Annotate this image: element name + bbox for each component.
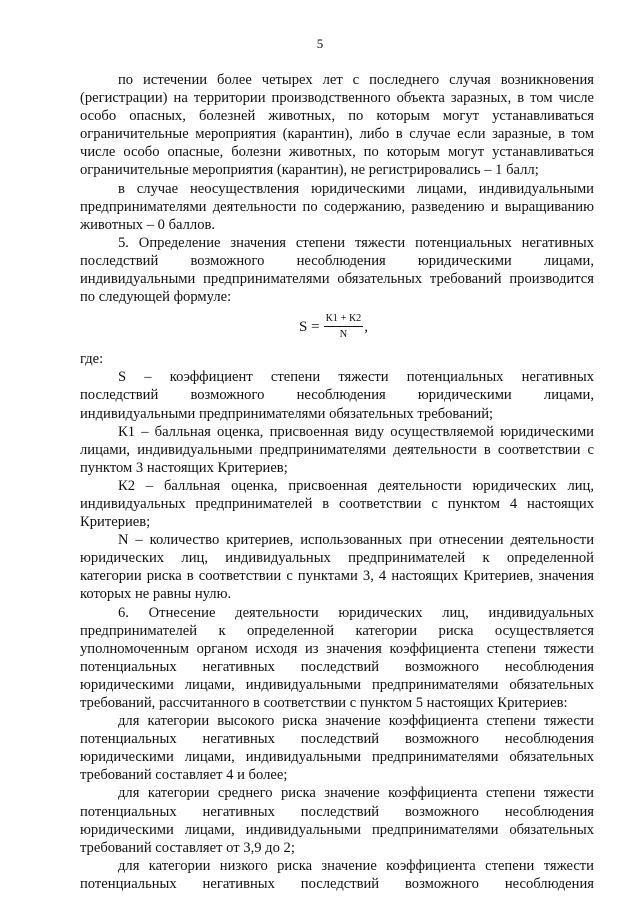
text-line: требований, рассчитанного в соответствии с пунктом 5 настоящих Критериев: — [80, 695, 568, 711]
severity-formula — [80, 310, 594, 346]
text-line: последствий возможного несоблюдения юридическими лицами, — [80, 252, 594, 269]
text-line: для категории высокого риска значение коэффициента степени тяжести — [118, 713, 594, 730]
text-line: по следующей формуле: — [80, 289, 232, 306]
where-label: где: — [80, 351, 104, 368]
text-line: К2 – балльная оценка, присвоенная деятельности юридических лиц, — [118, 477, 594, 494]
text-line: ограничительные мероприятия (карантин), либо в случае если заразные, в том — [80, 126, 594, 143]
text-line: юридическими лицами, индивидуальными предпринимателями обязательных — [80, 749, 594, 766]
paragraph-clause-5 — [80, 234, 594, 306]
formula-lhs: S = — [299, 318, 320, 335]
formula-fraction — [324, 312, 364, 341]
paragraph-clause-6 — [80, 604, 594, 713]
text-line: юридическими лицами, индивидуальными предпринимателями обязательных — [80, 821, 594, 838]
text-line: последствий возможного несоблюдения юридическими лицами, — [80, 387, 594, 404]
formula-numerator: К1 + К2 — [324, 312, 364, 327]
text-line: которых не равны нулю. — [80, 586, 232, 603]
text-line: юридическими лицами, индивидуальными предпринимателями обязательных — [80, 676, 594, 693]
text-line: индивидуальными предпринимателями обязательных требований производится — [80, 271, 594, 288]
text-line: юридических лиц, индивидуальных предпринимателей к определенной — [80, 550, 594, 567]
formula-trailing-comma: , — [364, 318, 368, 335]
text-line: требований составляет 4 и более; — [80, 767, 288, 784]
paragraph-quarantine-1-point — [80, 71, 594, 180]
text-line: 6. Отнесение деятельности юридических лиц, индивидуальных — [118, 604, 594, 621]
text-line: пунктом 3 настоящих Критериев; — [80, 459, 288, 476]
text-line: потенциальных негативных последствий возможного несоблюдения — [80, 875, 594, 892]
text-line: по истечении более четырех лет с последнего случая возникновения — [118, 72, 594, 88]
text-line: уполномоченным органом исходя из значения коэффициента степени тяжести — [80, 640, 594, 657]
text-line: категории риска в соответствии с пунктами 3, 4 настоящих Критериев, значения — [80, 568, 594, 585]
text-line: числе особо опасные, болезни животных, по которым могут устанавливаться — [80, 144, 594, 161]
definition-n — [80, 531, 594, 603]
text-line: лицами, индивидуальными предпринимателями деятельности в соответствии с — [80, 441, 594, 458]
text-line: потенциальных негативных последствий возможного несоблюдения — [80, 658, 594, 675]
text-line: 5. Определение значения степени тяжести потенциальных негативных — [118, 234, 594, 251]
text-line: требований составляет от 3,9 до 2; — [80, 839, 295, 856]
text-line: предпринимателей к определенной категории риска осуществляется — [80, 622, 594, 639]
text-line: N – количество критериев, использованных при отнесении деятельности — [118, 532, 594, 549]
text-line: ограничительные мероприятия (карантин), не регистрировались – 1 балл; — [80, 162, 539, 179]
text-line: индивидуальными предпринимателями обязательных требований; — [80, 405, 494, 422]
medium-risk-category — [80, 784, 594, 856]
text-line: S – коэффициент степени тяжести потенциальных негативных — [118, 369, 594, 386]
text-line: потенциальных негативных последствий возможного несоблюдения — [80, 731, 594, 748]
formula-denominator: N — [339, 329, 348, 341]
text-line: К1 – балльная оценка, присвоенная виду осуществляемой юридическими — [118, 423, 594, 440]
definition-s — [80, 368, 594, 422]
low-risk-category — [80, 857, 594, 893]
text-line: для категории низкого риска значение коэффициента степени тяжести — [118, 857, 594, 874]
page-number: 5 — [316, 36, 324, 51]
text-line: Критериев; — [80, 514, 151, 531]
text-line: потенциальных негативных последствий возможного несоблюдения — [80, 803, 594, 820]
text-line: для категории среднего риска значение коэффициента степени тяжести — [118, 785, 594, 802]
text-line: (регистрации) на территории производственного объекта заразных, в том числе — [80, 90, 594, 107]
page-content — [80, 71, 594, 893]
high-risk-category — [80, 712, 594, 784]
text-line: особо опасных, болезней животных, по которым могут устанавливаться — [80, 108, 594, 125]
text-line: индивидуальных предпринимателей в соответствии с пунктом 4 настоящих — [80, 495, 594, 512]
text-line: предпринимателями деятельности по содержанию, разведению и выращиванию — [80, 198, 594, 215]
definition-k1 — [80, 423, 594, 477]
definition-k2 — [80, 477, 594, 531]
text-line: в случае неосуществления юридическими лицами, индивидуальными — [118, 180, 594, 197]
paragraph-no-activity-0-points — [80, 180, 594, 234]
text-line: животных – 0 баллов. — [80, 216, 216, 233]
